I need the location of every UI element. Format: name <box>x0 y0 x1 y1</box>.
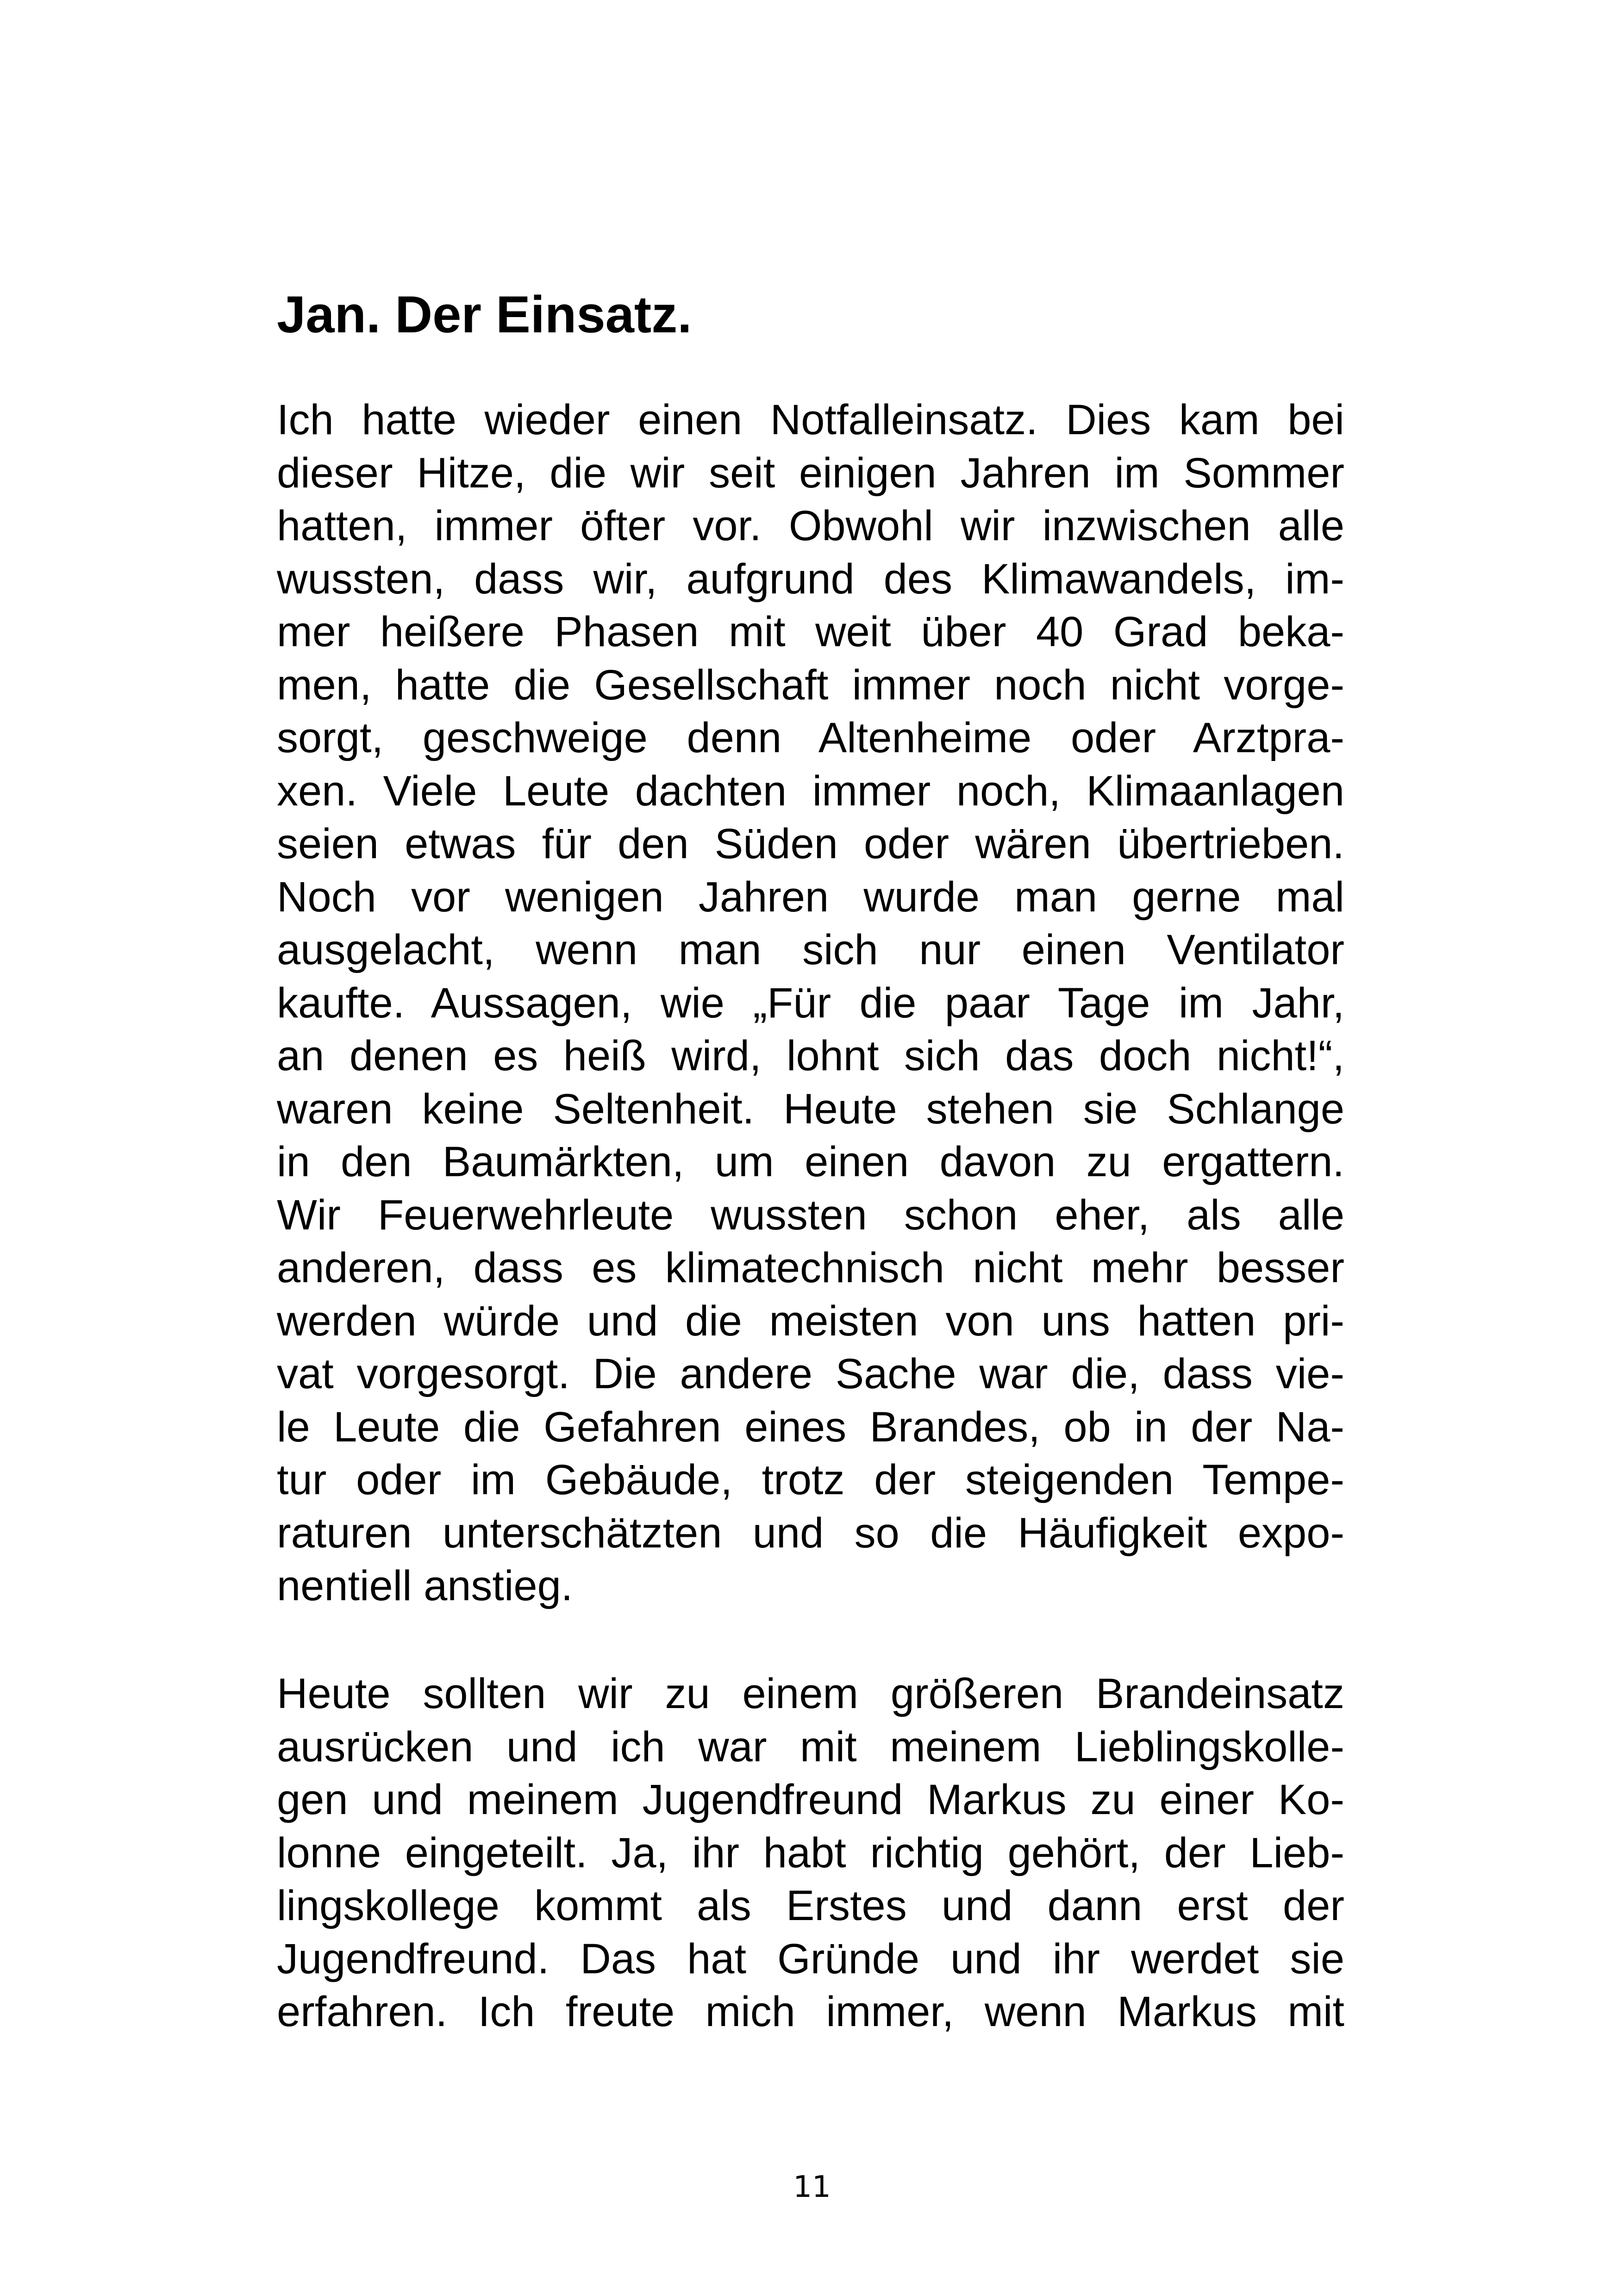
text-line: wussten, dass wir, aufgrund des Klimawandels, im- <box>277 555 1344 603</box>
text-line: ausrücken und ich war mit meinem Lieblingskolle- <box>277 1723 1344 1771</box>
paragraph-1 <box>277 393 1344 1613</box>
text-line: men, hatte die Gesellschaft immer noch nicht vorge- <box>277 661 1344 709</box>
text-line: Noch vor wenigen Jahren wurde man gerne mal <box>277 873 1344 921</box>
text-line: werden würde und die meisten von uns hatten pri- <box>277 1297 1344 1345</box>
text-line: seien etwas für den Süden oder wären übertrieben. <box>277 820 1344 867</box>
text-line: xen. Viele Leute dachten immer noch, Klimaanlagen <box>277 767 1344 815</box>
text-line: vat vorgesorgt. Die andere Sache war die, dass vie- <box>277 1350 1344 1397</box>
text-line: Wir Feuerwehrleute wussten schon eher, als alle <box>277 1191 1344 1239</box>
text-line: Jugendfreund. Das hat Gründe und ihr werdet sie <box>277 1935 1344 1983</box>
text-line: kaufte. Aussagen, wie „Für die paar Tage im Jahr, <box>277 979 1344 1027</box>
text-line: lingskollege kommt als Erstes und dann erst der <box>277 1882 1344 1929</box>
text-line: dieser Hitze, die wir seit einigen Jahren im Sommer <box>277 449 1344 497</box>
text-line: tur oder im Gebäude, trotz der steigenden Tempe- <box>277 1456 1344 1503</box>
text-line: an denen es heiß wird, lohnt sich das doch nicht!“, <box>277 1032 1344 1079</box>
text-line: le Leute die Gefahren eines Brandes, ob in der Na- <box>277 1403 1344 1451</box>
text-line: erfahren. Ich freute mich immer, wenn Markus mit <box>277 1988 1344 2035</box>
text-line: raturen unterschätzten und so die Häufigkeit expo- <box>277 1509 1344 1557</box>
text-line: mer heißere Phasen mit weit über 40 Grad beka- <box>277 608 1344 655</box>
text-line: sorgt, geschweige denn Altenheime oder Arztpra- <box>277 714 1344 761</box>
text-line: gen und meinem Jugendfreund Markus zu einer Ko- <box>277 1776 1344 1823</box>
text-line: anderen, dass es klimatechnisch nicht mehr besser <box>277 1244 1344 1291</box>
text-line: nentiell anstieg. <box>277 1562 573 1609</box>
text-line: hatten, immer öfter vor. Obwohl wir inzwischen alle <box>277 502 1344 549</box>
chapter-title: Jan. Der Einsatz. <box>277 286 692 343</box>
paragraph-2 <box>277 1667 1344 2039</box>
page-number: 11 <box>793 2170 831 2204</box>
text-line: Heute sollten wir zu einem größeren Brandeinsatz <box>277 1670 1344 1717</box>
text-line: waren keine Seltenheit. Heute stehen sie Schlange <box>277 1085 1344 1133</box>
text-line: in den Baumärkten, um einen davon zu ergattern. <box>277 1138 1344 1185</box>
text-line: Ich hatte wieder einen Notfalleinsatz. Dies kam bei <box>277 396 1344 443</box>
text-line: ausgelacht, wenn man sich nur einen Ventilator <box>277 926 1344 973</box>
text-line: lonne eingeteilt. Ja, ihr habt richtig gehört, der Lieb- <box>277 1829 1344 1877</box>
